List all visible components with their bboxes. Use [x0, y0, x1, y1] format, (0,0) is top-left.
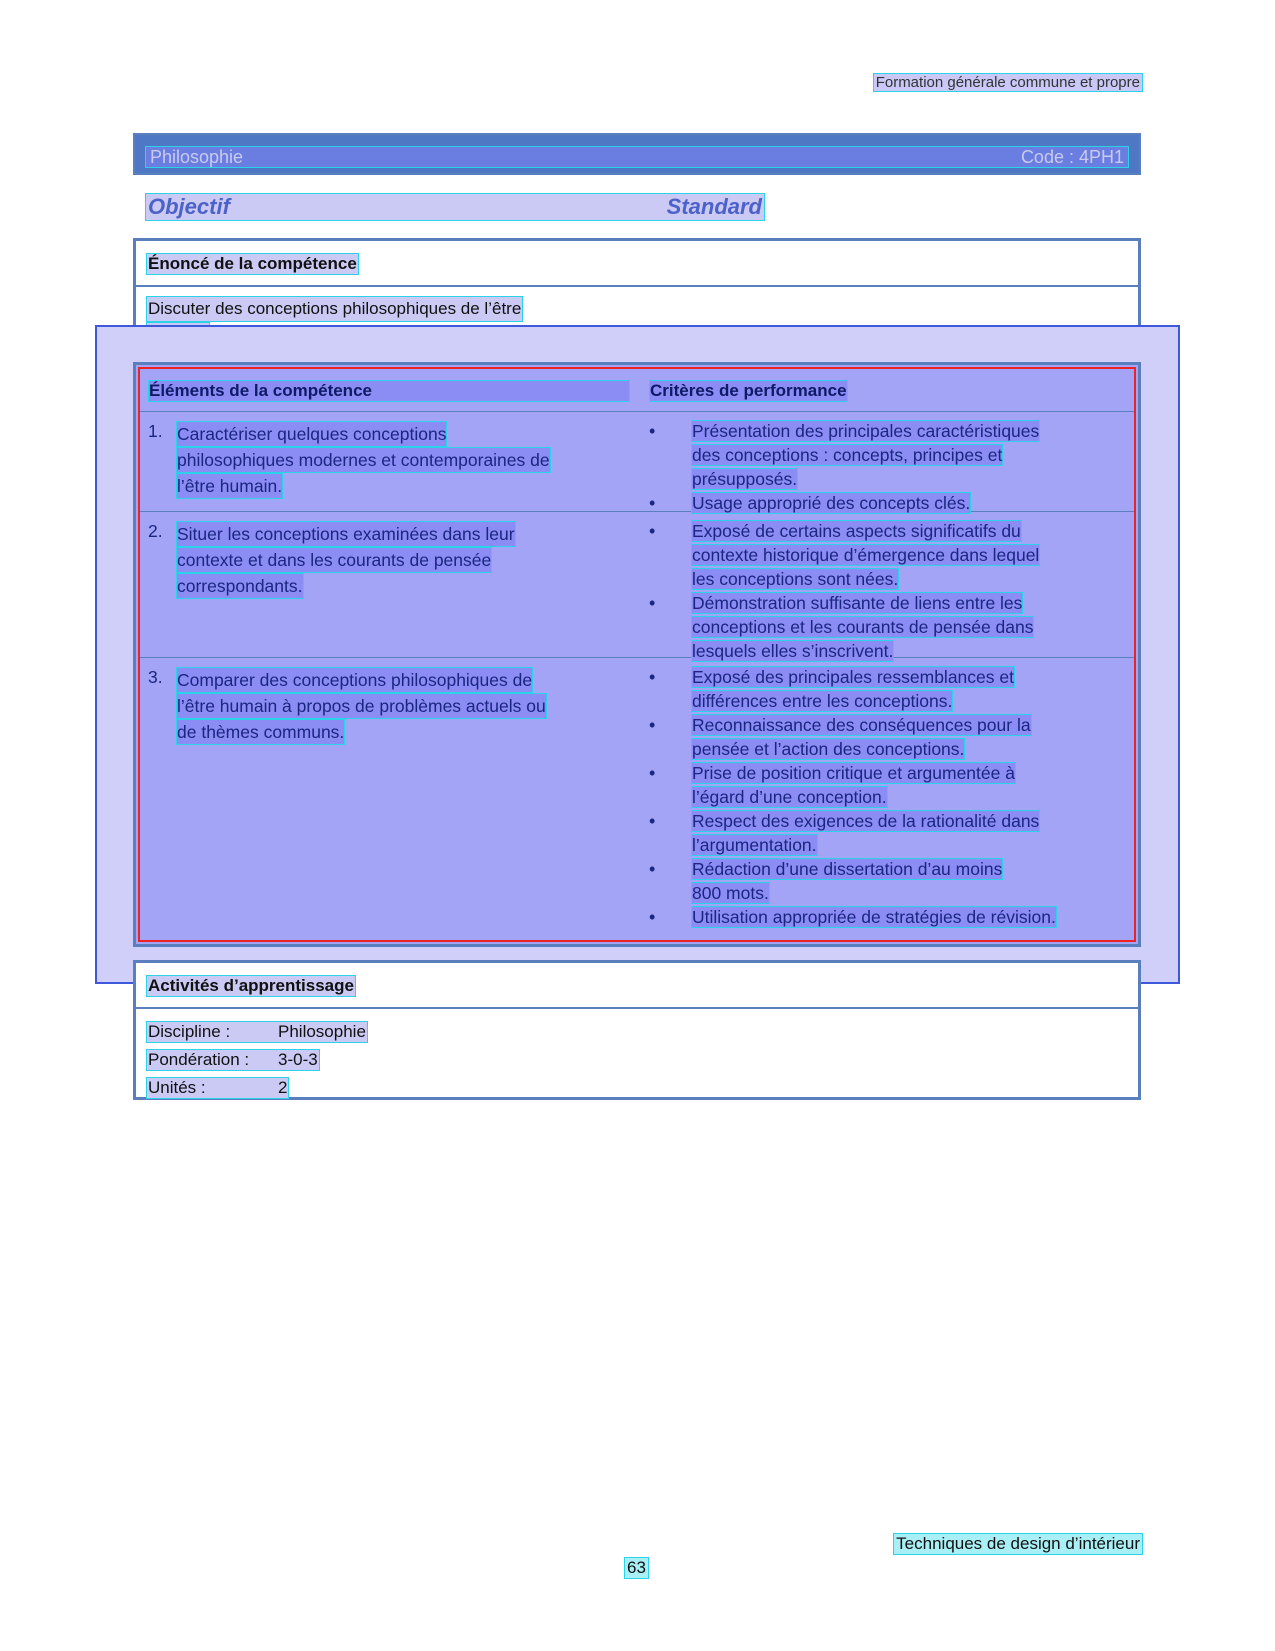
discipline-label: Discipline :: [148, 1022, 231, 1041]
element-line: contexte et dans les courants de pensée: [176, 547, 492, 573]
criterion-item: [649, 857, 1126, 905]
page-number: 63: [624, 1557, 649, 1579]
discipline-field: [146, 1021, 368, 1043]
criterion-line: Démonstration suffisante de liens entre les: [692, 593, 1023, 613]
criterion-item: [649, 713, 1126, 761]
criteria-list: [649, 419, 1126, 515]
weighting-line: [146, 1049, 320, 1071]
criterion-line: 800 mots.: [692, 883, 769, 903]
element-text: [176, 421, 626, 499]
element-number: 3.: [148, 667, 163, 687]
course-code: Code : 4PH1: [1020, 147, 1124, 167]
table-row: [140, 511, 1134, 661]
element-line: l’être humain à propos de problèmes actuels ou: [176, 693, 547, 719]
table-row: [140, 657, 1134, 944]
criterion-line: pensée et l’action des conceptions.: [692, 739, 965, 759]
objective-row: [145, 193, 765, 221]
course-title-bar: [133, 133, 1141, 175]
criterion-line: les conceptions sont nées.: [692, 569, 899, 589]
criterion-line: Utilisation appropriée de stratégies de révision.: [692, 907, 1056, 927]
running-footer: Techniques de design d’intérieur: [893, 1533, 1143, 1555]
units-field: [146, 1077, 289, 1099]
discipline-line: [146, 1021, 368, 1043]
weighting-value: 3-0-3: [278, 1050, 318, 1069]
element-number: 2.: [148, 521, 163, 541]
criterion-line: Exposé des principales ressemblances et: [692, 667, 1014, 687]
table-row: [140, 411, 1134, 512]
discipline-value: Philosophie: [278, 1022, 366, 1041]
element-number: 1.: [148, 421, 163, 441]
criterion-line: différences entre les conceptions.: [692, 691, 953, 711]
competency-statement-heading: Énoncé de la compétence: [148, 254, 357, 273]
criterion-line: Usage approprié des concepts clés.: [692, 493, 971, 513]
criteria-list: [649, 519, 1126, 663]
element-line: correspondants.: [176, 573, 304, 599]
criterion-item: [649, 905, 1126, 929]
criterion-item: [649, 419, 1126, 491]
element-text: [176, 667, 626, 745]
criterion-line: Respect des exigences de la rationalité dans: [692, 811, 1040, 831]
criterion-line: l’égard d’une conception.: [692, 787, 887, 807]
running-header: Formation générale commune et propre: [873, 73, 1143, 92]
criterion-line: conceptions et les courants de pensée dans: [692, 617, 1034, 637]
criterion-line: Présentation des principales caractéristiques: [692, 421, 1040, 441]
criterion-line: contexte historique d’émergence dans lequel: [692, 545, 1040, 565]
element-line: l’être humain.: [176, 473, 283, 499]
criterion-line: Prise de position critique et argumentée à: [692, 763, 1015, 783]
units-line: [146, 1077, 289, 1099]
weighting-label: Pondération :: [148, 1050, 250, 1069]
criterion-item: [649, 809, 1126, 857]
table-selection-frame: [138, 367, 1136, 942]
objective-value: Standard: [666, 194, 762, 219]
objective-label: Objectif: [148, 194, 230, 219]
criterion-line: Exposé de certains aspects significatifs du: [692, 521, 1021, 541]
element-line: Caractériser quelques conceptions: [176, 421, 447, 447]
criterion-item: [649, 519, 1126, 591]
criterion-item: [649, 761, 1126, 809]
units-label: Unités :: [148, 1078, 206, 1097]
element-line: philosophiques modernes et contemporaines de: [176, 447, 551, 473]
learning-activities-heading: Activités d’apprentissage: [148, 976, 354, 995]
element-text: [176, 521, 626, 599]
criterion-line: présupposés.: [692, 469, 798, 489]
criterion-line: Reconnaissance des conséquences pour la: [692, 715, 1031, 735]
criterion-line: l’argumentation.: [692, 835, 817, 855]
element-line: de thèmes communs.: [176, 719, 345, 745]
table-header: [140, 369, 1134, 412]
element-line: Comparer des conceptions philosophiques de: [176, 667, 533, 693]
units-value: 2: [278, 1078, 288, 1097]
learning-activities-box: [133, 960, 1141, 1100]
table-header-elements: Éléments de la compétence: [148, 380, 630, 402]
weighting-field: [146, 1049, 320, 1071]
criterion-line: des conceptions : concepts, principes et: [692, 445, 1003, 465]
criterion-item: [649, 665, 1126, 713]
statement-line: Discuter des conceptions philosophiques de l’être: [146, 296, 523, 322]
criterion-line: lesquels elles s’inscrivent.: [692, 641, 894, 661]
competency-table: [133, 362, 1141, 947]
criteria-list: [649, 665, 1126, 929]
criterion-item: [649, 591, 1126, 663]
table-header-criteria: Critères de performance: [650, 381, 847, 400]
criterion-line: Rédaction d’une dissertation d’au moins: [692, 859, 1003, 879]
course-name: Philosophie: [150, 147, 244, 167]
element-line: Situer les conceptions examinées dans leur: [176, 521, 516, 547]
